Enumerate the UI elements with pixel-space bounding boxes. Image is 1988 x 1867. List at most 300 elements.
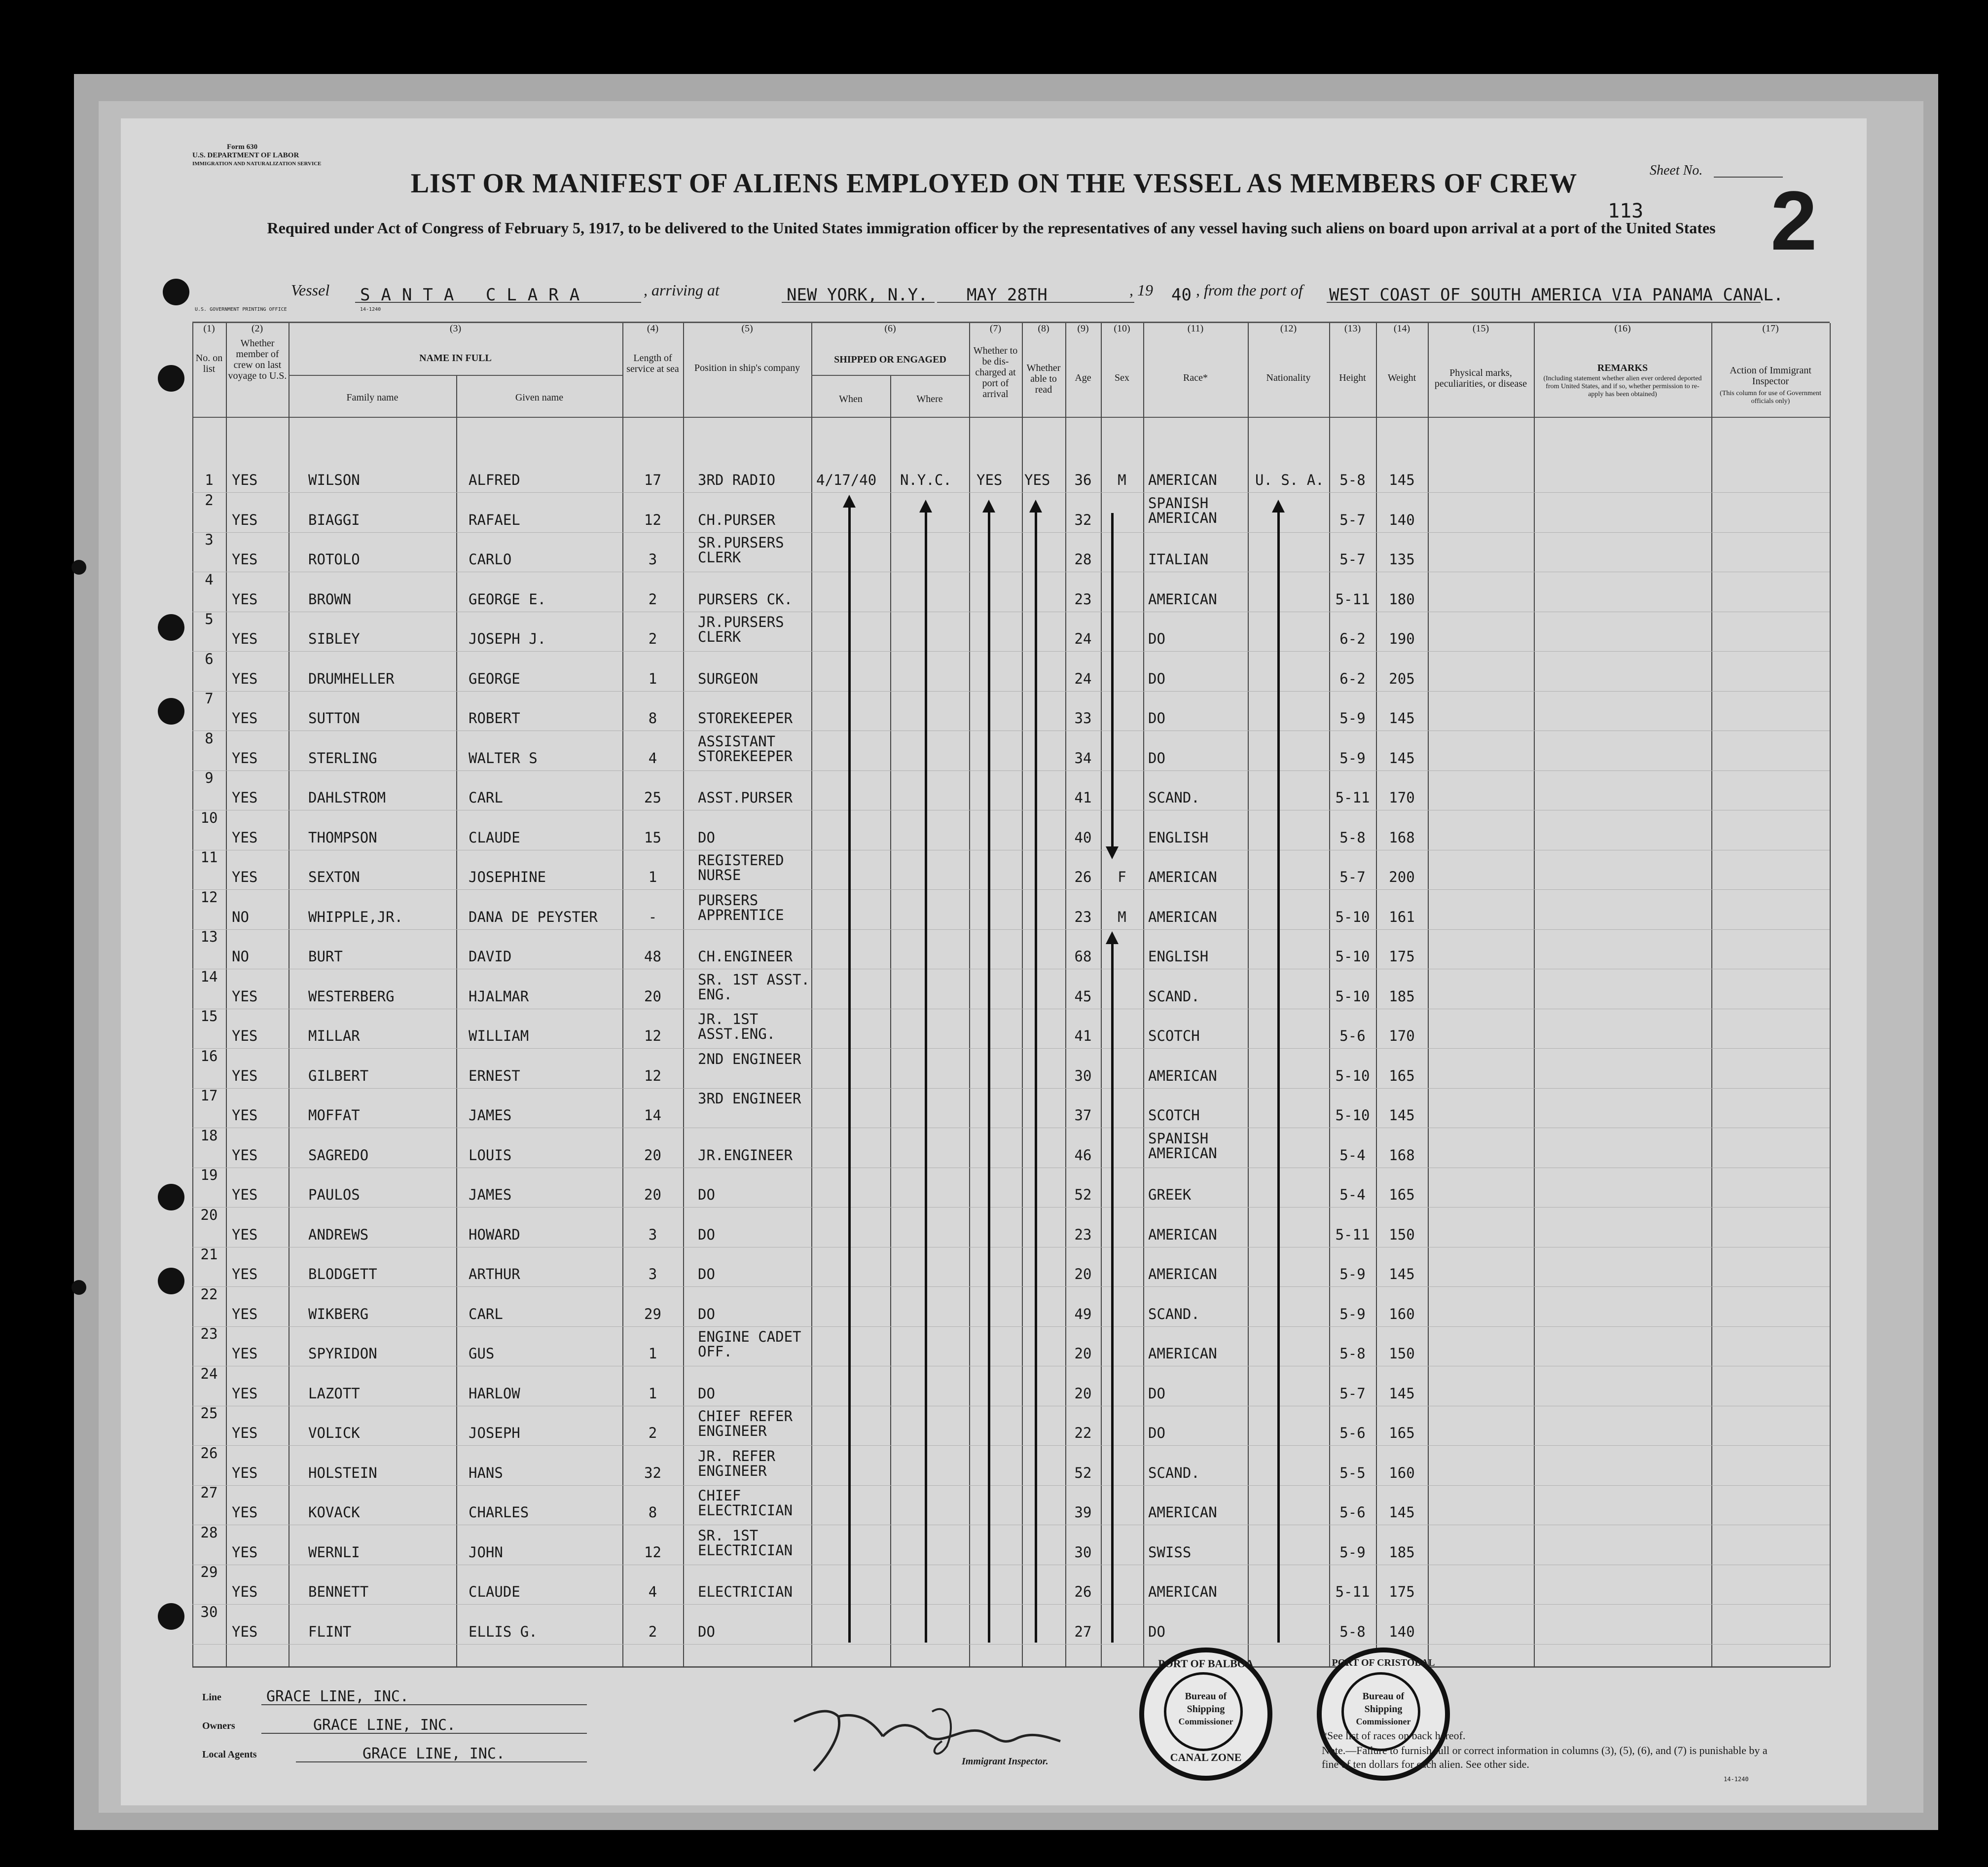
row-height: 5-8 — [1339, 1623, 1366, 1640]
row-race: DO — [1148, 749, 1165, 767]
row-race: SCOTCH — [1148, 1027, 1200, 1044]
row-family-name: SIBLEY — [308, 630, 360, 647]
row-sex: F — [1118, 869, 1126, 885]
row-weight: 190 — [1389, 630, 1415, 647]
row-height: 5-4 — [1339, 1146, 1366, 1164]
row-number: 5 — [205, 611, 214, 627]
col-header-position: Position in ship's company — [694, 363, 800, 373]
row-number: 9 — [205, 769, 214, 786]
row-weight: 145 — [1389, 1504, 1415, 1521]
row-member: YES — [232, 789, 258, 806]
row-weight: 205 — [1389, 670, 1415, 687]
col-num: (4) — [647, 323, 659, 334]
row-position: STOREKEEPER — [698, 710, 793, 727]
row-race: AMERICAN — [1148, 472, 1217, 488]
row-height: 5-7 — [1339, 511, 1366, 528]
col-divider — [1534, 323, 1535, 1667]
row-family-name: ROTOLO — [308, 551, 360, 568]
row-age: 23 — [1074, 908, 1092, 925]
row-weight: 161 — [1389, 908, 1415, 925]
col-divider — [1143, 323, 1144, 1667]
row-number: 19 — [200, 1167, 218, 1183]
line-value: GRACE LINE, INC. — [266, 1688, 409, 1705]
row-position: CH.PURSER — [698, 511, 776, 528]
col-divider — [811, 323, 812, 1667]
row-service: 8 — [648, 1504, 657, 1521]
binder-hole — [158, 614, 184, 641]
col-divider — [1248, 323, 1249, 1667]
table-row — [192, 1048, 1830, 1049]
row-given-name: JOSEPHINE — [469, 869, 546, 885]
row-weight: 145 — [1389, 1266, 1415, 1282]
row-weight: 185 — [1389, 1543, 1415, 1561]
table-row — [192, 1485, 1830, 1486]
binder-hole — [158, 1184, 184, 1210]
col-divider-given — [456, 376, 457, 1667]
row-service: 3 — [648, 551, 657, 568]
row-weight: 145 — [1389, 1385, 1415, 1402]
col-num: (12) — [1280, 323, 1297, 334]
row-weight: 145 — [1389, 1107, 1415, 1124]
year-prefix: , 19 — [1129, 281, 1153, 299]
row-family-name: SUTTON — [308, 710, 360, 727]
row-race: DO — [1148, 1425, 1165, 1441]
row-weight: 168 — [1389, 829, 1415, 846]
row-race: ENGLISH — [1148, 948, 1209, 965]
row-number: 13 — [200, 928, 218, 945]
row-family-name: DAHLSTROM — [308, 789, 386, 806]
row-age: 20 — [1074, 1385, 1092, 1402]
row-number: 10 — [200, 809, 218, 826]
row-member: YES — [232, 710, 258, 727]
row-service: 20 — [644, 1146, 661, 1164]
col-num: (3) — [449, 323, 462, 334]
row-family-name: PAULOS — [308, 1186, 360, 1203]
binder-hole — [158, 1603, 184, 1630]
row-race: AMERICAN — [1148, 590, 1217, 608]
row-race: DO — [1148, 1623, 1165, 1640]
row-given-name: CARLO — [469, 551, 512, 568]
row-position: SR.PURSERS CLERK — [698, 534, 784, 566]
row-race: AMERICAN — [1148, 869, 1217, 885]
row-service: 25 — [644, 789, 661, 806]
row-given-name: HJALMAR — [469, 988, 529, 1005]
row-family-name: ANDREWS — [308, 1226, 369, 1243]
stamp-inner-text: Bureau of — [1362, 1691, 1405, 1702]
vessel-underline — [355, 302, 641, 303]
department-name: U.S. DEPARTMENT OF LABOR — [192, 151, 299, 159]
row-number: 6 — [205, 650, 214, 667]
row-given-name: JOHN — [469, 1543, 503, 1561]
row-service: 2 — [648, 1425, 657, 1441]
row-member: YES — [232, 1107, 258, 1124]
row-age: 52 — [1074, 1186, 1092, 1203]
row-service: 15 — [644, 829, 661, 846]
table-row — [192, 1445, 1830, 1446]
row-height: 5-11 — [1335, 590, 1370, 608]
row-age: 23 — [1074, 590, 1092, 608]
row-weight: 165 — [1389, 1067, 1415, 1084]
row-number: 29 — [200, 1564, 218, 1580]
row-family-name: WIKBERG — [308, 1305, 369, 1322]
table-row — [192, 1644, 1830, 1645]
row-age: 24 — [1074, 630, 1092, 647]
row-service: 12 — [644, 1543, 661, 1561]
row-member: YES — [232, 1464, 258, 1481]
row-race: SPANISH AMERICAN — [1148, 494, 1217, 526]
service-name: IMMIGRATION AND NATURALIZATION SERVICE — [192, 161, 322, 167]
stamp-inner-text: Shipping — [1364, 1704, 1403, 1715]
row-member: YES — [232, 1266, 258, 1282]
row-family-name: GILBERT — [308, 1067, 369, 1084]
first-row-discharged: YES — [976, 472, 1003, 488]
row-family-name: DRUMHELLER — [308, 670, 395, 687]
form-number: Form 630 — [227, 143, 258, 151]
row-height: 5-7 — [1339, 869, 1366, 885]
page-subtitle: Required under Act of Congress of February 5, 1917, to be delivered to the United States immigration officer by the representatives of any vessel having such aliens on board upon arrival at a port of the United States — [267, 219, 1716, 237]
row-member: YES — [232, 1146, 258, 1164]
row-family-name: BROWN — [308, 590, 352, 608]
row-position: DO — [698, 1186, 715, 1203]
agents-underline — [296, 1761, 587, 1762]
inspector-label: Immigrant Inspector. — [962, 1756, 1048, 1767]
owners-label: Owners — [202, 1721, 235, 1731]
row-given-name: ARTHUR — [469, 1266, 520, 1282]
row-height: 5-7 — [1339, 551, 1366, 568]
row-age: 20 — [1074, 1345, 1092, 1362]
col-num: (2) — [251, 323, 263, 334]
row-race: SCAND. — [1148, 1464, 1200, 1481]
row-member: YES — [232, 1385, 258, 1402]
row-family-name: STERLING — [308, 749, 377, 767]
col-header-family: Family name — [346, 392, 398, 403]
row-number: 11 — [200, 849, 218, 866]
row-position: PURSERS APPRENTICE — [698, 891, 784, 923]
row-race: AMERICAN — [1148, 1266, 1217, 1282]
owners-value: GRACE LINE, INC. — [313, 1717, 456, 1734]
col-num: (13) — [1344, 323, 1361, 334]
row-member: YES — [232, 1543, 258, 1561]
row-service: 12 — [644, 1027, 661, 1044]
row-service: 8 — [648, 710, 657, 727]
row-given-name: ROBERT — [469, 710, 520, 727]
table-row — [192, 532, 1830, 533]
row-number: 17 — [200, 1087, 218, 1104]
table-row — [192, 1326, 1830, 1327]
sheet-handwritten-number: 113 — [1608, 200, 1644, 222]
row-position: ELECTRICIAN — [698, 1583, 793, 1600]
binder-hole — [158, 1268, 184, 1294]
row-race: SCAND. — [1148, 1305, 1200, 1322]
row-given-name: DANA DE PEYSTER — [469, 908, 598, 925]
row-given-name: CARL — [469, 789, 503, 806]
row-height: 5-10 — [1335, 948, 1370, 965]
col-num: (8) — [1038, 323, 1049, 334]
row-weight: 170 — [1389, 1027, 1415, 1044]
binder-hole — [72, 1280, 86, 1295]
sheet-number: 2 — [1771, 174, 1817, 268]
row-number: 23 — [200, 1325, 218, 1342]
row-member: YES — [232, 869, 258, 885]
row-position: JR.ENGINEER — [698, 1146, 793, 1164]
table-row — [192, 492, 1830, 493]
row-member: YES — [232, 1504, 258, 1521]
row-given-name: ALFRED — [469, 472, 520, 488]
row-family-name: BLODGETT — [308, 1266, 377, 1282]
row-family-name: SPYRIDON — [308, 1345, 377, 1362]
row-member: NO — [232, 948, 249, 965]
row-family-name: WESTERBERG — [308, 988, 395, 1005]
row-race: AMERICAN — [1148, 1345, 1217, 1362]
row-given-name: JOSEPH — [469, 1425, 520, 1441]
col-header-action: Action of Immigrant Inspector — [1730, 365, 1811, 387]
row-service: 1 — [648, 1385, 657, 1402]
row-member: YES — [232, 551, 258, 568]
row-member: NO — [232, 908, 249, 925]
col-num: (16) — [1614, 323, 1631, 334]
row-member: YES — [232, 670, 258, 687]
row-height: 5-9 — [1339, 1305, 1366, 1322]
row-position: 3RD ENGINEER — [698, 1090, 801, 1107]
row-age: 40 — [1074, 829, 1092, 846]
row-given-name: LOUIS — [469, 1146, 512, 1164]
row-position: SURGEON — [698, 670, 759, 687]
date-underline — [937, 302, 1134, 303]
row-race: AMERICAN — [1148, 1226, 1217, 1243]
year-suffix: 40 — [1171, 285, 1192, 305]
row-service: 2 — [648, 1623, 657, 1640]
row-weight: 170 — [1389, 789, 1415, 806]
row-weight: 150 — [1389, 1345, 1415, 1362]
col-header-shipped: SHIPPED OR ENGAGED — [834, 354, 946, 365]
col-header-read: Whether able to read — [1026, 363, 1061, 395]
row-position: CHIEF ELECTRICIAN — [698, 1487, 793, 1519]
col-num: (15) — [1472, 323, 1489, 334]
row-number: 21 — [200, 1246, 218, 1263]
row-age: 33 — [1074, 710, 1092, 727]
row-number: 3 — [205, 531, 214, 548]
row-position: REGISTERED NURSE — [698, 852, 784, 883]
col-header-weight: Weight — [1387, 372, 1416, 383]
col-header-action-note: (This column for use of Government officials only) — [1720, 390, 1821, 405]
row-number: 26 — [200, 1444, 218, 1462]
ditto-arrow-sex-m2 — [1111, 942, 1114, 1643]
col-num: (11) — [1187, 323, 1204, 334]
row-given-name: GUS — [469, 1345, 495, 1362]
row-service: 48 — [644, 948, 661, 965]
row-position: JR. REFER ENGINEER — [698, 1447, 776, 1479]
row-weight: 145 — [1389, 710, 1415, 727]
row-height: 5-9 — [1339, 710, 1366, 727]
row-race: DO — [1148, 710, 1165, 727]
row-given-name: HARLOW — [469, 1385, 520, 1402]
row-weight: 160 — [1389, 1305, 1415, 1322]
row-position: 3RD RADIO — [698, 472, 776, 488]
row-race: ENGLISH — [1148, 829, 1209, 846]
row-member: YES — [232, 829, 258, 846]
row-service: 17 — [644, 472, 661, 488]
row-member: YES — [232, 1186, 258, 1203]
row-position: DO — [698, 1266, 715, 1282]
row-position: ASST.PURSER — [698, 789, 793, 806]
row-weight: 145 — [1389, 749, 1415, 767]
row-given-name: HOWARD — [469, 1226, 520, 1243]
col-num: (5) — [741, 323, 753, 334]
row-member: YES — [232, 749, 258, 767]
row-number: 8 — [205, 730, 214, 747]
row-weight: 145 — [1389, 472, 1415, 488]
row-given-name: RAFAEL — [469, 511, 520, 528]
row-member: YES — [232, 1425, 258, 1441]
row-position: ENGINE CADET OFF. — [698, 1328, 801, 1360]
row-number: 25 — [200, 1405, 218, 1422]
row-service: 4 — [648, 1583, 657, 1600]
row-height: 6-2 — [1339, 670, 1366, 687]
first-row-nationality: U. S. A. — [1255, 472, 1324, 488]
row-weight: 180 — [1389, 590, 1415, 608]
row-given-name: HANS — [469, 1464, 503, 1481]
stamp-bottom-text: CANAL ZONE — [1170, 1751, 1242, 1763]
row-service: 32 — [644, 1464, 661, 1481]
row-position: DO — [698, 1305, 715, 1322]
row-height: 5-4 — [1339, 1186, 1366, 1203]
row-member: YES — [232, 988, 258, 1005]
row-race: DO — [1148, 1385, 1165, 1402]
row-service: 14 — [644, 1107, 661, 1124]
row-number: 7 — [205, 690, 214, 707]
row-age: 30 — [1074, 1543, 1092, 1561]
col-divider — [1428, 323, 1429, 1667]
row-age: 36 — [1074, 472, 1092, 488]
row-family-name: BURT — [308, 948, 343, 965]
row-service: - — [648, 908, 657, 925]
row-position: CHIEF REFER ENGINEER — [698, 1408, 793, 1439]
row-given-name: WILLIAM — [469, 1027, 529, 1044]
row-weight: 185 — [1389, 988, 1415, 1005]
row-height: 5-8 — [1339, 829, 1366, 846]
row-height: 5-8 — [1339, 472, 1366, 488]
row-given-name: ELLIS G. — [469, 1623, 538, 1640]
first-row-where: N.Y.C. — [900, 472, 952, 488]
ditto-arrow-read — [1035, 511, 1037, 1643]
row-position: SR. 1ST ASST. ENG. — [698, 971, 810, 1003]
footer-form-code: 14-1240 — [1724, 1776, 1749, 1783]
row-race: SCAND. — [1148, 789, 1200, 806]
table-row — [192, 1088, 1830, 1089]
row-family-name: LAZOTT — [308, 1385, 360, 1402]
row-number: 4 — [205, 571, 214, 588]
row-given-name: GEORGE E. — [469, 590, 546, 608]
row-number: 1 — [205, 472, 214, 488]
row-member: YES — [232, 1345, 258, 1362]
row-weight: 140 — [1389, 1623, 1415, 1640]
row-age: 41 — [1074, 789, 1092, 806]
col-header-given: Given name — [515, 392, 564, 403]
row-family-name: MOFFAT — [308, 1107, 360, 1124]
table-row — [192, 1207, 1830, 1208]
row-age: 27 — [1074, 1623, 1092, 1640]
col-divider — [1101, 323, 1102, 1667]
owners-underline — [261, 1733, 587, 1734]
table-row — [192, 1286, 1830, 1287]
row-member: YES — [232, 511, 258, 528]
row-height: 5-6 — [1339, 1504, 1366, 1521]
row-height: 5-5 — [1339, 1464, 1366, 1481]
row-weight: 135 — [1389, 551, 1415, 568]
row-height: 5-10 — [1335, 1067, 1370, 1084]
fine-note: Note.—Failure to furnish full or correct information in columns (3), (5), (6), and (7) is punishable by a fine of ten dollars for each alien. See other side. — [1322, 1744, 1768, 1770]
row-position: DO — [698, 1385, 715, 1402]
row-height: 5-10 — [1335, 908, 1370, 925]
row-position: ASSISTANT STOREKEEPER — [698, 732, 793, 765]
row-position: JR. 1ST ASST.ENG. — [698, 1011, 776, 1042]
table-row — [192, 770, 1830, 771]
row-member: YES — [232, 1305, 258, 1322]
row-family-name: KOVACK — [308, 1504, 360, 1521]
row-number: 14 — [200, 968, 218, 985]
row-given-name: CLAUDE — [469, 829, 520, 846]
row-age: 32 — [1074, 511, 1092, 528]
stamp-top-text: PORT OF BALBOA — [1158, 1657, 1254, 1670]
row-height: 5-6 — [1339, 1425, 1366, 1441]
row-race: GREEK — [1148, 1186, 1192, 1203]
row-sex: M — [1118, 908, 1126, 925]
binder-hole — [158, 365, 184, 392]
first-row-when: 4/17/40 — [816, 472, 877, 488]
row-given-name: JOSEPH J. — [469, 630, 546, 647]
row-height: 5-11 — [1335, 1226, 1370, 1243]
row-position: JR.PURSERS CLERK — [698, 614, 784, 645]
row-height: 5-9 — [1339, 1543, 1366, 1561]
row-service: 3 — [648, 1266, 657, 1282]
row-position: PURSERS CK. — [698, 590, 793, 608]
col-num: (1) — [203, 323, 215, 334]
row-height: 5-11 — [1335, 1583, 1370, 1600]
row-age: 23 — [1074, 1226, 1092, 1243]
first-row-read: YES — [1024, 472, 1050, 488]
row-race: DO — [1148, 670, 1165, 687]
sheet-label: Sheet No. — [1650, 163, 1703, 178]
row-height: 5-9 — [1339, 749, 1366, 767]
stamp-inner-text: Shipping — [1187, 1704, 1225, 1715]
col-header-race: Race* — [1183, 372, 1208, 383]
row-position: DO — [698, 1623, 715, 1640]
agents-label: Local Agents — [202, 1749, 257, 1760]
row-age: 22 — [1074, 1425, 1092, 1441]
col-divider — [192, 323, 193, 1667]
row-race: AMERICAN — [1148, 1583, 1217, 1600]
row-family-name: SAGREDO — [308, 1146, 369, 1164]
row-given-name: CLAUDE — [469, 1583, 520, 1600]
arriving-underline — [782, 302, 935, 303]
row-age: 52 — [1074, 1464, 1092, 1481]
row-weight: 150 — [1389, 1226, 1415, 1243]
table-row — [192, 691, 1830, 692]
stamp-top-text: PORT OF CRISTOBAL — [1332, 1657, 1435, 1668]
col-header-sex: Sex — [1115, 372, 1129, 383]
stamp-inner-text: Bureau of — [1185, 1691, 1227, 1702]
row-service: 2 — [648, 630, 657, 647]
col-divider-where — [890, 376, 891, 1667]
row-weight: 140 — [1389, 511, 1415, 528]
row-family-name: BIAGGI — [308, 511, 360, 528]
from-label: , from the port of — [1196, 281, 1303, 299]
row-member: YES — [232, 590, 258, 608]
row-family-name: VOLICK — [308, 1425, 360, 1441]
row-number: 30 — [200, 1603, 218, 1620]
row-number: 18 — [200, 1127, 218, 1144]
row-service: 1 — [648, 670, 657, 687]
